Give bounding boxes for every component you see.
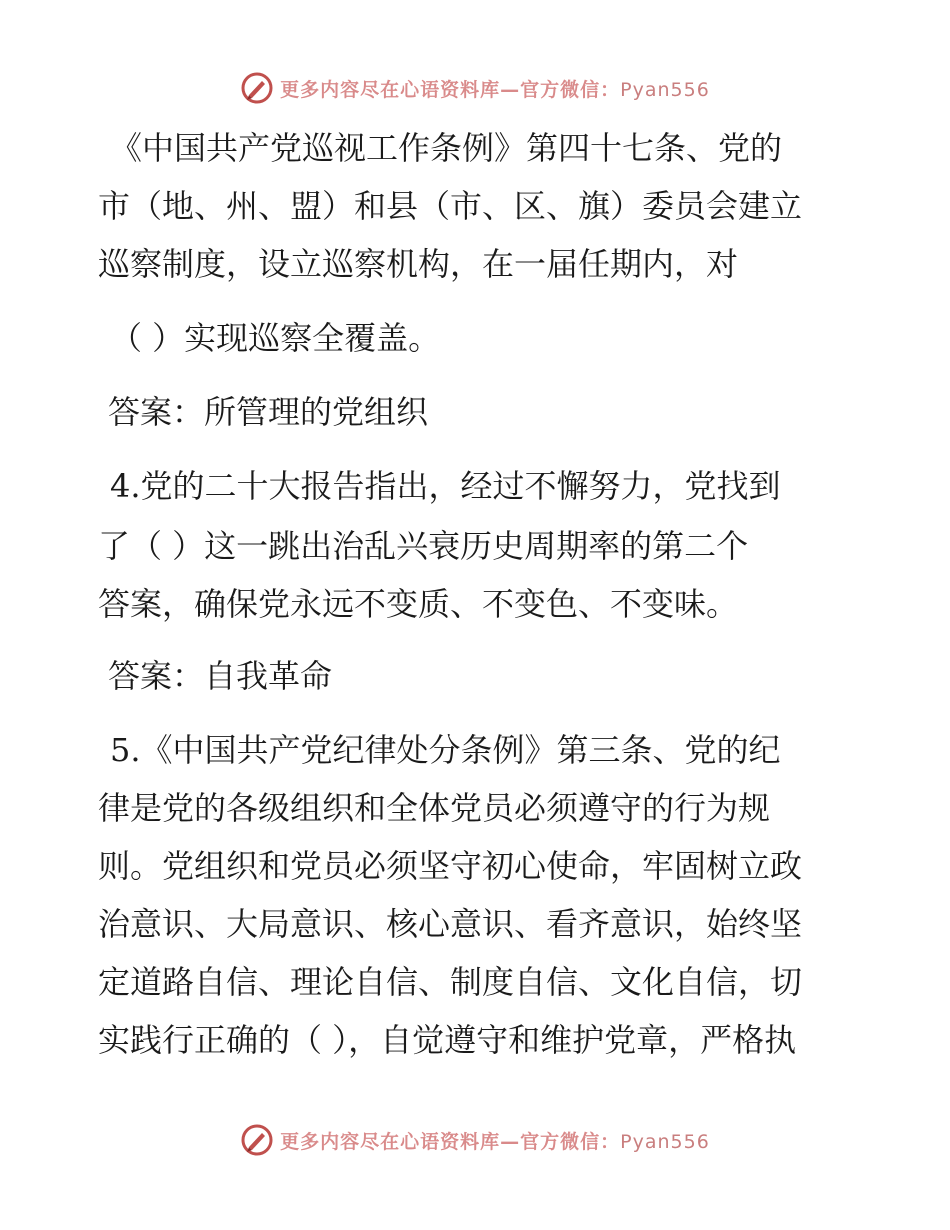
- answer-line: 答案：自我革命: [108, 657, 333, 695]
- watermark-text: 更多内容尽在心语资料库—官方微信：Pyan556: [280, 1130, 710, 1153]
- text-line: 实践行正确的（ ），自觉遵守和维护党章，严格执: [98, 1021, 797, 1059]
- text-line: 治意识、大局意识、核心意识、看齐意识，始终坚: [98, 905, 803, 943]
- header-watermark: [0, 68, 950, 108]
- watermark-text: 更多内容尽在心语资料库—官方微信：Pyan556: [280, 78, 710, 101]
- question-line: 5.《中国共产党纪律处分条例》第三条、党的纪: [110, 731, 781, 769]
- text-line: 《中国共产党巡视工作条例》第四十七条、党的: [110, 129, 783, 167]
- text-line: （ ）实现巡察全覆盖。: [110, 319, 441, 357]
- footer-watermark: [0, 1120, 950, 1160]
- text-line: 了（ ）这一跳出治乱兴衰历史周期率的第二个: [98, 527, 749, 565]
- text-line: 定道路自信、理论自信、制度自信、文化自信，切: [98, 963, 803, 1001]
- text-line: 则。党组织和党员必须坚守初心使命，牢固树立政: [98, 847, 803, 885]
- pen-logo-icon: [240, 71, 274, 105]
- text-line: 律是党的各级组织和全体党员必须遵守的行为规: [98, 789, 771, 827]
- text-line: 答案，确保党永远不变质、不变色、不变味。: [98, 585, 739, 623]
- answer-line: 答案：所管理的党组织: [108, 393, 429, 431]
- text-line: 市（地、州、盟）和县（市、区、旗）委员会建立: [98, 187, 803, 225]
- pen-logo-icon: [240, 1123, 274, 1157]
- text-line: 巡察制度，设立巡察机构，在一届任期内，对: [98, 245, 739, 283]
- question-line: 4.党的二十大报告指出，经过不懈努力，党找到: [110, 467, 781, 505]
